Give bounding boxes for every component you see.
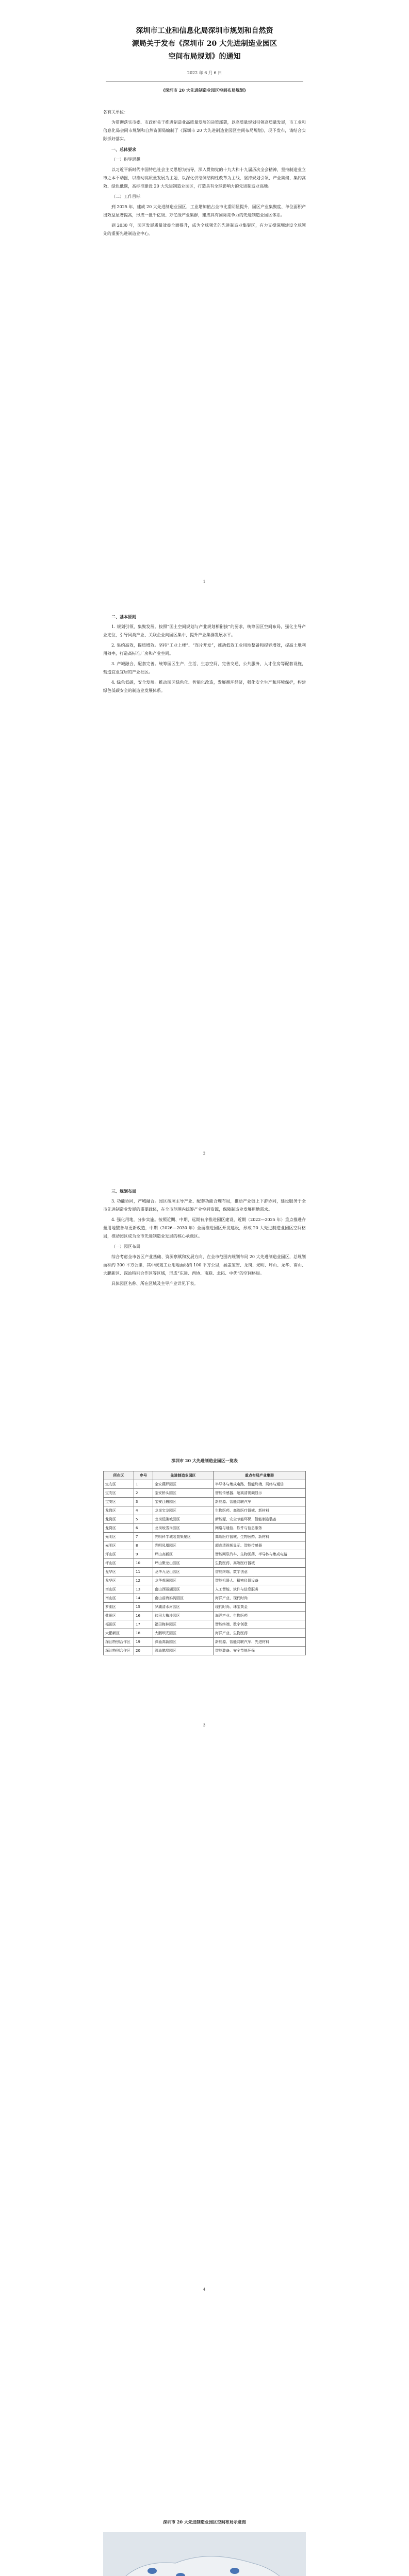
publish-date: 2022 年 6 月 6 日 <box>187 71 222 75</box>
table-cell: 宝安江碧园区 <box>153 1498 214 1506</box>
table-header-row <box>104 1471 306 1480</box>
parks-table-wrap <box>103 1471 306 1655</box>
table-row <box>104 1568 306 1577</box>
table-row <box>104 1603 306 1612</box>
table-cell: 龙岗低碳城园区 <box>153 1515 214 1524</box>
table-row <box>104 1638 306 1647</box>
table-row <box>104 1550 306 1559</box>
table-cell: 19 <box>134 1638 153 1647</box>
table-cell: 宝安区 <box>104 1480 134 1489</box>
document-subtitle: 《深圳市 20 大先进制造业园区空间布局规划》 <box>161 88 248 93</box>
intro-paragraph: 为贯彻落实市委、市政府关于推进制造业高质量发展的决策部署，以高质量规划引领高质量发展，市工业和信息化局会同市规划和自然资源局编制了《深圳市 20 大先进制造业园区空间布局规划》，现予发布，请结合实际抓好落实。 <box>103 120 306 141</box>
section-paragraph: 到 2030 年，园区发展质量效益全面提升，成为全球领先的先进制造业集聚区，有力支撑深圳建设全球领先的重要先进制造业中心。 <box>103 223 306 236</box>
section-paragraph: 1. 规划引领，集聚发展。按照“国土空间规划与产业规划相衔接”的要求，统筹园区空间布局，强化主导产业定位，引导同类产业、关联企业向园区集中，提升产业集群发展水平。 <box>103 624 306 637</box>
table-cell: 福田区 <box>104 1620 134 1629</box>
table-cell: 10 <box>134 1559 153 1568</box>
table-header: 重点布局产业集群 <box>214 1471 306 1480</box>
table-cell: 龙华区 <box>104 1568 134 1577</box>
table-cell: 深汕高新园区 <box>153 1638 214 1647</box>
table-caption: 深圳市 20 大先进制造业园区一览表 <box>171 1458 238 1463</box>
table-cell: 12 <box>134 1577 153 1585</box>
table-cell: 1 <box>134 1480 153 1489</box>
table-cell: 18 <box>134 1629 153 1638</box>
layout-map <box>103 2532 306 2576</box>
table-cell: 龙岗区 <box>104 1506 134 1515</box>
table-cell: 宝安桥头园区 <box>153 1489 214 1498</box>
layout-block <box>103 1185 306 1290</box>
table-cell: 生物医药、高端医疗器械 <box>214 1559 306 1568</box>
table-cell: 11 <box>134 1568 153 1577</box>
table-header: 序号 <box>134 1471 153 1480</box>
table-cell: 6 <box>134 1524 153 1533</box>
table-row <box>104 1594 306 1603</box>
page-number: 3 <box>203 1723 206 1727</box>
table-cell: 超高清视频显示、智能传感器 <box>214 1541 306 1550</box>
section-paragraph: 3. 功能协同，产城融合。园区按照主导产业、配套功能合理布局，推动产业链上下游协同，建设服务于全市先进制造业发展的重要载体，在全市范围内统筹产业空间资源，保障制造业发展用地需求。 <box>103 1199 306 1212</box>
section-paragraph: 具体园区名称、所在区域及主导产业详见下表。 <box>111 1281 198 1286</box>
table-cell: 南山区 <box>104 1594 134 1603</box>
table-row <box>104 1559 306 1568</box>
table-cell: 龙岗坂雪岗园区 <box>153 1524 214 1533</box>
table-cell: 宝安区 <box>104 1498 134 1506</box>
table-cell: 人工智能、软件与信息服务 <box>214 1585 306 1594</box>
table-row <box>104 1577 306 1585</box>
table-cell: 现代时尚、珠宝黄金 <box>214 1603 306 1612</box>
table-cell: 罗湖清水河园区 <box>153 1603 214 1612</box>
table-row <box>104 1515 306 1524</box>
table-cell: 网络与通信、软件与信息服务 <box>214 1524 306 1533</box>
table-cell: 智能传感器、超高清视频显示 <box>214 1489 306 1498</box>
table-row <box>104 1533 306 1541</box>
table-cell: 光明科学城装置集聚区 <box>153 1533 214 1541</box>
table-cell: 3 <box>134 1498 153 1506</box>
table-cell: 海洋产业、生物医药 <box>214 1629 306 1638</box>
table-row <box>104 1524 306 1533</box>
table-row <box>104 1647 306 1655</box>
table-cell: 高端医疗器械、生物医药、新材料 <box>214 1533 306 1541</box>
table-cell: 智能机器人、精密仪器设备 <box>214 1577 306 1585</box>
table-cell: 8 <box>134 1541 153 1550</box>
parks-table <box>103 1471 306 1655</box>
park-marker <box>230 2568 239 2574</box>
table-cell: 坪山聚龙山园区 <box>153 1559 214 1568</box>
section-paragraph: 以习近平新时代中国特色社会主义思想为指导，深入贯彻党的十九大和十九届历次全会精神，坚持制造业立市之本不动摇，以推动高质量发展为主题，以深化供给侧结构性改革为主线，坚持规划引领、产业集聚、集约高效、绿色低碳，高标准建设 20 大先进制造业园区，打造具有全球影响力的先进制造业高地。 <box>103 167 306 189</box>
table-cell: 4 <box>134 1506 153 1515</box>
table-row <box>104 1585 306 1594</box>
table-cell: 2 <box>134 1489 153 1498</box>
table-cell: 深汕鹅埠园区 <box>153 1647 214 1655</box>
table-cell: 20 <box>134 1647 153 1655</box>
table-cell: 龙华九龙山园区 <box>153 1568 214 1577</box>
table-row <box>104 1480 306 1489</box>
document-title: 深圳市工业和信息化局深圳市规划和自然资 源局关于发布《深圳市 20 大先进制造业园区 空间布局规划》的通知 <box>132 27 277 61</box>
table-cell: 新能源、安全节能环保、智能制造装备 <box>214 1515 306 1524</box>
table-cell: 龙华观澜园区 <box>153 1577 214 1585</box>
table-cell: 南山区 <box>104 1585 134 1594</box>
table-row <box>104 1620 306 1629</box>
table-cell: 智能网联汽车、生物医药、半导体与集成电路 <box>214 1550 306 1559</box>
table-cell: 大鹏新区 <box>104 1629 134 1638</box>
table-cell: 13 <box>134 1585 153 1594</box>
table-cell: 半导体与集成电路、智能终端、网络与通信 <box>214 1480 306 1489</box>
table-cell: 龙岗区 <box>104 1524 134 1533</box>
table-cell: 坪山区 <box>104 1559 134 1568</box>
salutation: 各有关单位： <box>103 110 128 114</box>
table-cell: 宝安燕罗园区 <box>153 1480 214 1489</box>
section-heading: 二、基本原则 <box>111 614 136 619</box>
principles-block <box>103 611 306 697</box>
table-cell: 智能终端、数字创意 <box>214 1568 306 1577</box>
table-cell: 光明凤凰园区 <box>153 1541 214 1550</box>
table-cell: 新能源、智能网联汽车 <box>214 1498 306 1506</box>
table-cell: 深汕特别合作区 <box>104 1647 134 1655</box>
section-paragraph: 3. 产城融合，配套完善。统筹园区生产、生活、生态空间，完善交通、公共服务、人才住房等配套设施，营造宜业宜居的产业社区。 <box>103 662 306 674</box>
table-cell: 龙岗区 <box>104 1515 134 1524</box>
table-cell: 新能源、智能网联汽车、先进材料 <box>214 1638 306 1647</box>
section-paragraph: 4. 绿色低碳，安全发展。推动园区绿色化、智能化改造，发展循环经济，强化安全生产和环境保护，构建绿色低碳安全的制造业发展体系。 <box>103 680 306 693</box>
table-row <box>104 1612 306 1620</box>
section-paragraph: （一）园区布局 <box>111 1244 140 1249</box>
table-cell: 16 <box>134 1612 153 1620</box>
table-cell: 深汕特别合作区 <box>104 1638 134 1647</box>
section-heading: 三、规划布局 <box>111 1189 136 1194</box>
table-row <box>104 1541 306 1550</box>
divider <box>106 81 303 82</box>
intro-block <box>103 108 306 240</box>
table-cell: 盐田区 <box>104 1612 134 1620</box>
table-row <box>104 1506 306 1515</box>
table-cell: 14 <box>134 1594 153 1603</box>
table-cell: 大鹏坝光园区 <box>153 1629 214 1638</box>
table-cell: 5 <box>134 1515 153 1524</box>
page-number: 1 <box>203 580 206 584</box>
page-number: 2 <box>203 1151 206 1156</box>
table-cell: 光明区 <box>104 1541 134 1550</box>
map-graphic <box>103 2532 306 2576</box>
table-cell: 9 <box>134 1550 153 1559</box>
table-cell: 生物医药、高端医疗器械、新材料 <box>214 1506 306 1515</box>
table-cell: 17 <box>134 1620 153 1629</box>
table-cell: 15 <box>134 1603 153 1612</box>
table-cell: 坪山区 <box>104 1550 134 1559</box>
table-cell: 7 <box>134 1533 153 1541</box>
table-cell: 罗湖区 <box>104 1603 134 1612</box>
table-cell: 海洋产业、生物医药 <box>214 1612 306 1620</box>
section-heading: 一、总体要求 <box>111 147 136 152</box>
section-paragraph: 到 2025 年，建成 20 大先进制造业园区，工业增加值占全市比重明显提升，园区产业集聚度、单位面积产出效益显著提高，形成一批千亿级、万亿级产业集群，建成具有国际竞争力的先进制造业园区体系。 <box>103 205 306 217</box>
page-number: 4 <box>203 2287 206 2292</box>
table-cell: 智能装备、安全节能环保 <box>214 1647 306 1655</box>
table-row <box>104 1629 306 1638</box>
table-cell: 龙岗宝龙园区 <box>153 1506 214 1515</box>
table-row <box>104 1489 306 1498</box>
table-cell: 光明区 <box>104 1533 134 1541</box>
table-cell: 龙华区 <box>104 1577 134 1585</box>
park-marker <box>148 2568 157 2574</box>
table-cell: 宝安区 <box>104 1489 134 1498</box>
table-cell: 福田梅林园区 <box>153 1620 214 1629</box>
section-paragraph: 4. 强化用地，分步实施。按照近期、中期、远期有序推进园区建设，近期（2022—2025 年）重点推进存量用地整备与更新改造，中期（2026—2030 年）全面推进园区开发建设，形成 20 大先进制造业园区空间格局，推动园区成为全市先进制造业发展的核心承载区。 <box>103 1217 306 1239</box>
table-row <box>104 1498 306 1506</box>
section-paragraph: 2. 集约高效，提质增效。坚持“工业上楼”、“连片开发”，推动低效工业用地整备和提容增效，提高土地利用效率，打造高标准厂房和产业空间。 <box>103 643 306 656</box>
table-cell: 坪山高新区 <box>153 1550 214 1559</box>
section-paragraph: （二）工作目标 <box>111 194 140 199</box>
table-cell: 南山西丽湖园区 <box>153 1585 214 1594</box>
section-paragraph: 综合考虑全市各区产业基础、资源禀赋和发展方向，在全市范围内规划布局 20 大先进制造业园区，总规划面积约 300 平方公里，其中规划工业用地面积约 100 平方公里，涵盖宝安、龙岗、光明、坪山、龙华、南山、大鹏新区、深汕特别合作区等区域，形成“东进、西协、南联、北拓、中优”的空间格局。 <box>103 1255 306 1276</box>
table-cell: 南山前海妈湾园区 <box>153 1594 214 1603</box>
map-caption: 深圳市 20 大先进制造业园区空间布局示意图 <box>163 2519 246 2524</box>
table-header: 先进制造业园区 <box>153 1471 214 1480</box>
table-cell: 海洋产业、现代时尚 <box>214 1594 306 1603</box>
section-paragraph: （一）指导思想 <box>111 157 140 162</box>
table-body <box>104 1480 306 1655</box>
table-header: 所在区 <box>104 1471 134 1480</box>
table-cell: 智能终端、数字创意 <box>214 1620 306 1629</box>
table-cell: 盐田大梅沙园区 <box>153 1612 214 1620</box>
